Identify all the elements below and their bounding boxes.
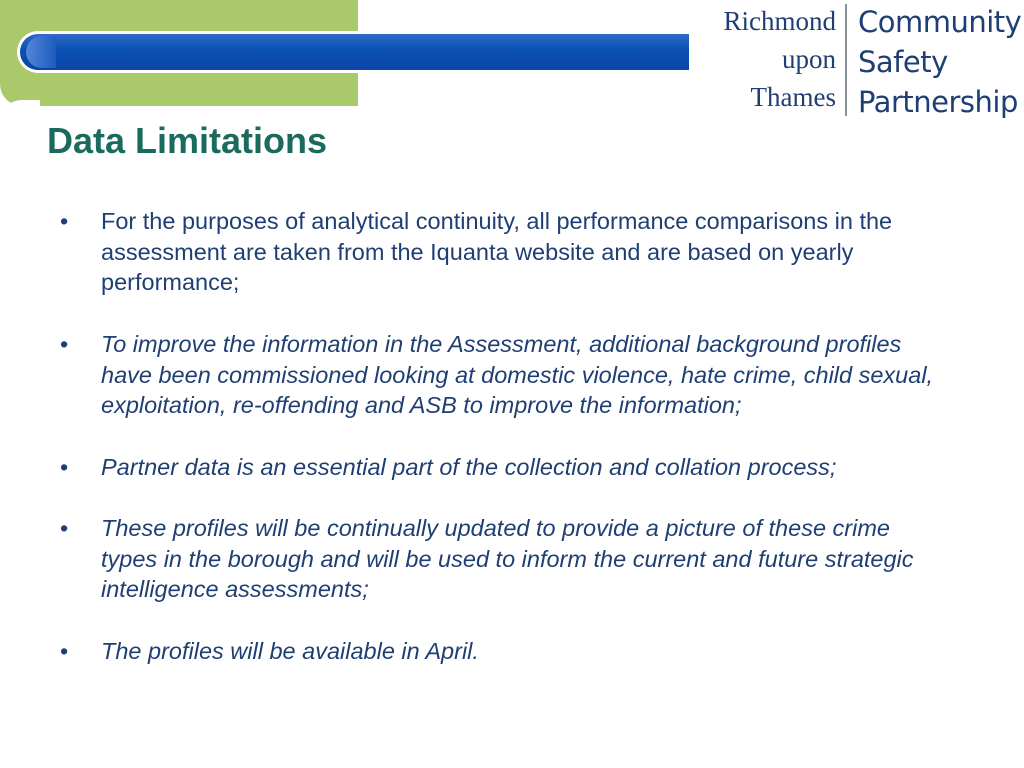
logo-line-partnership: Partnership [858,85,1018,119]
logo-line-community: Community [858,5,1022,39]
bullet-text: To improve the information in the Assessment, additional background profiles have been commissioned looking at domestic violence, hate crime, child sexual, exploitation, re-offending and ASB to improve the information; [101,330,934,419]
bullet-item [0,513,1024,605]
bullet-dot: • [60,208,69,234]
logo-partnership-name [858,2,1021,122]
bullet-item [0,452,1024,483]
bullet-list [0,206,1024,697]
page-title: Data Limitations [47,120,328,161]
bullet-text: Partner data is an essential part of the collection and collation process; [101,453,837,480]
logo-line-upon: upon [782,44,836,74]
bullet-dot: • [60,514,69,541]
header-blue-bar-highlight [26,36,56,68]
bullet-dot: • [60,453,69,480]
partnership-logo [698,0,1024,120]
header-blue-bar [20,34,689,70]
bullet-text: The profiles will be available in April. [101,637,479,664]
bullet-dot: • [60,330,69,357]
bullet-text: For the purposes of analytical continuity, all performance comparisons in the assessment are taken from the Iquanta website and are based on yearly performance; [101,208,893,296]
logo-line-thames: Thames [750,82,836,112]
logo-borough-name [724,2,837,116]
logo-line-richmond: Richmond [723,6,836,36]
bullet-item [0,329,1024,421]
bullet-item [0,636,1024,667]
bullet-dot: • [60,637,69,664]
header-corner-cutout [0,100,40,122]
bullet-text: These profiles will be continually updated to provide a picture of these crime types in the borough and will be used to inform the current and future strategic intelligence assessments; [101,514,914,603]
logo-line-safety: Safety [858,45,948,79]
logo-divider [845,4,847,116]
bullet-item [0,206,1024,298]
